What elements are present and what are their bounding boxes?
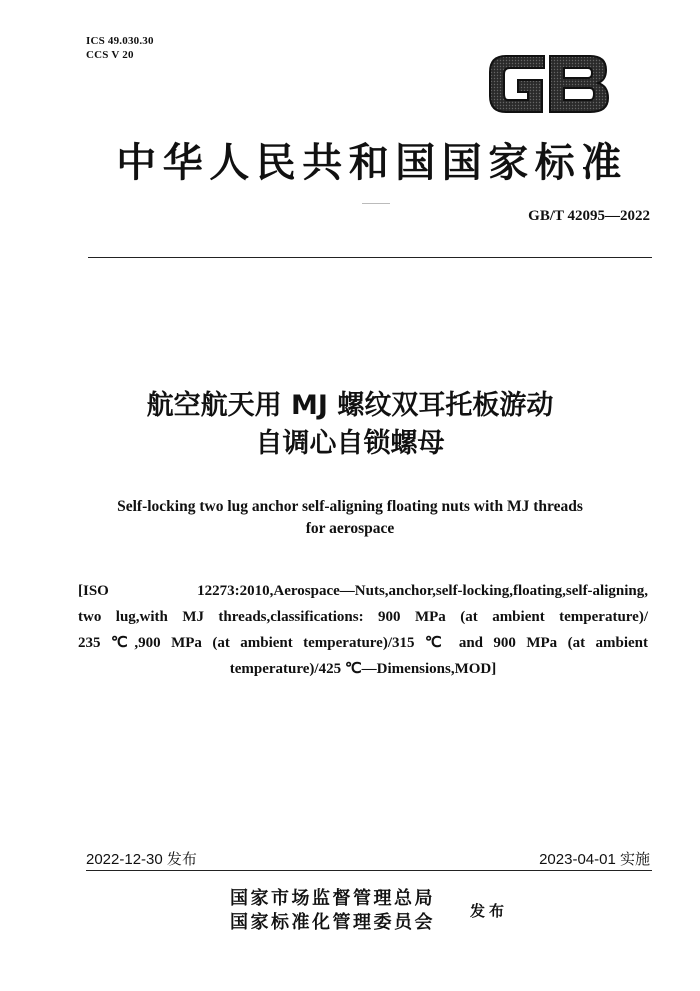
english-title-line-2: for aerospace [305,520,395,537]
chinese-title-line-2: 自调心自锁螺母 [255,428,445,459]
logo-text: GB [484,44,486,45]
issue-label: 发布 [470,902,509,920]
classification-codes [86,34,154,62]
iso-reference [78,578,648,682]
ccs-code: CCS V 20 [86,49,134,61]
gb-emblem-icon [484,44,612,124]
iso-reference-line-1: [ISO 12273:2010,Aerospace—Nuts,anchor,self-locking,floating,self-aligning, [78,583,648,599]
issuer-sac: 国家标准化管理委员会 [230,912,435,933]
iso-reference-line-3: 235 ℃,900 MPa (at ambient temperature)/315 ℃ and 900 MPa (at ambient [78,635,648,651]
decorative-rule [362,203,390,204]
issuing-authorities [230,887,435,935]
english-title-line-1: Self-locking two lug anchor self-aligning floating nuts with MJ threads [117,498,583,515]
chinese-title-line-1: 航空航天用 MJ 螺纹双耳托板游动 [146,390,554,421]
issuing-country-title: 中华人民共和国国家标准 [116,139,628,186]
ics-code: ICS 49.030.30 [86,35,154,47]
gb-logo-svg [484,44,612,124]
publish-date: 2022-12-30 发布 [86,851,197,868]
footer-divider [86,870,652,871]
iso-reference-line-2: two lug,with MJ threads,classifications: 900 MPa (at ambient temperature)/ [78,609,648,625]
standard-number: GB/T 42095—2022 [528,208,650,224]
iso-reference-line-4: temperature)/425 ℃—Dimensions,MOD] [229,661,497,677]
issuer-samr: 国家市场监督管理总局 [230,888,435,909]
header-divider [88,257,652,258]
implement-date: 2023-04-01 实施 [539,851,650,868]
